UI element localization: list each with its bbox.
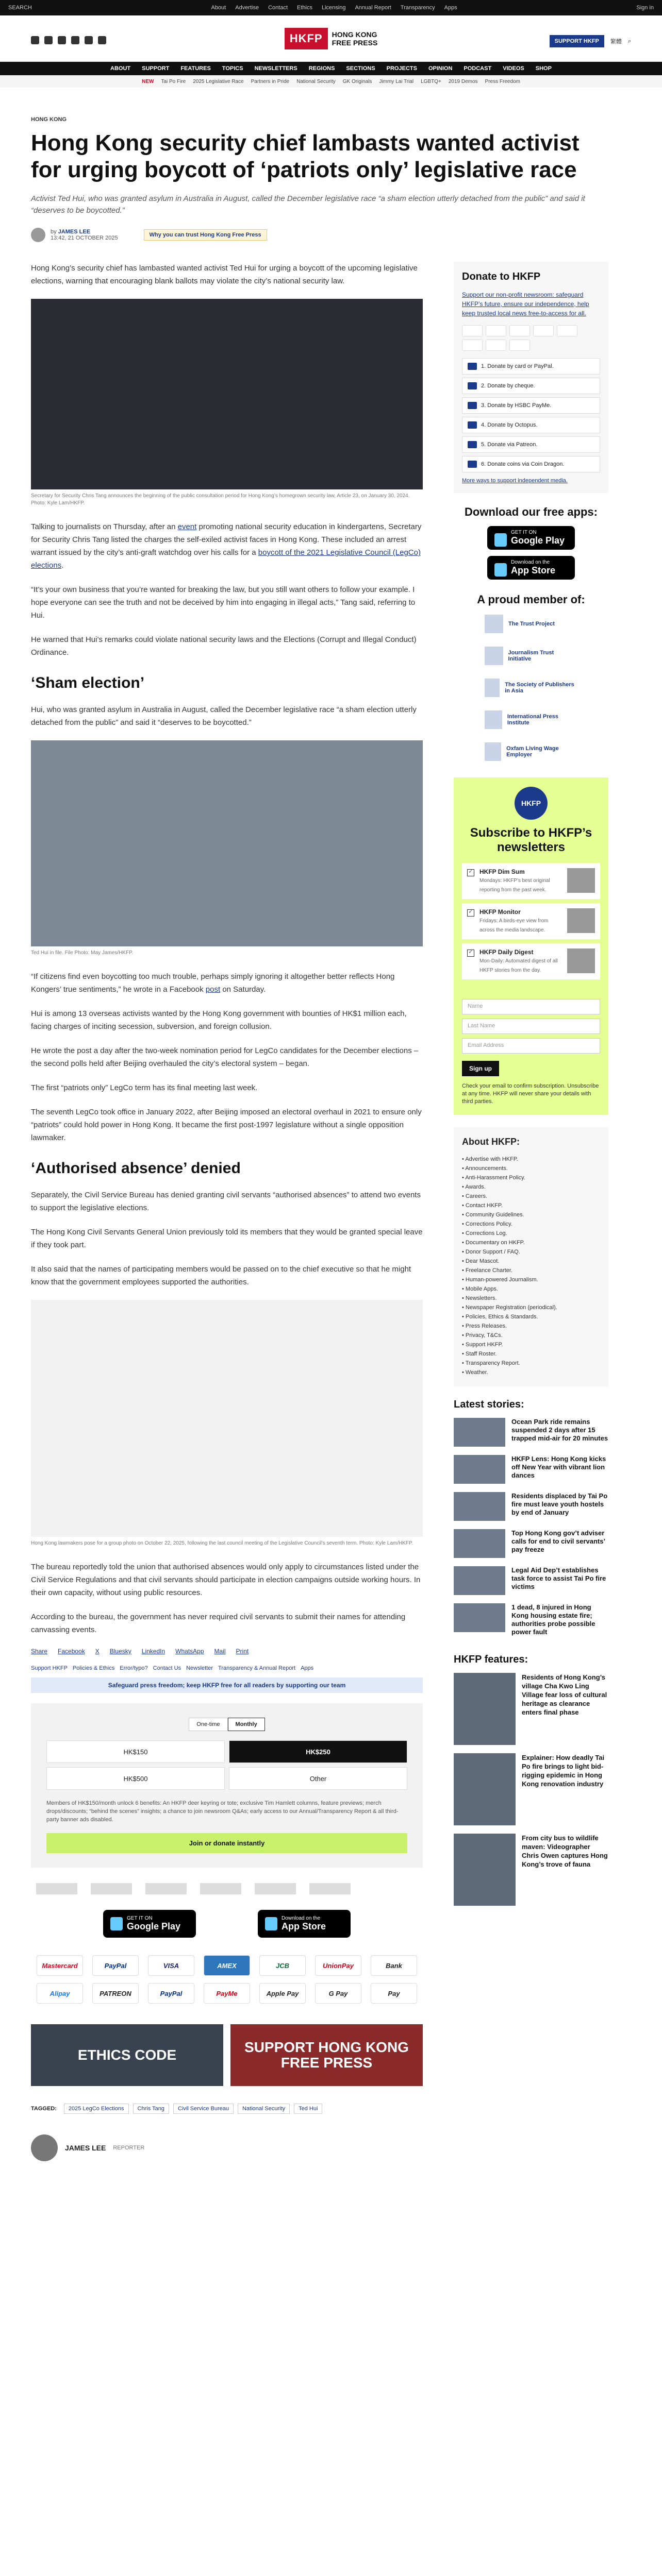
alipay-icon[interactable]: Alipay (37, 1983, 83, 2004)
share-print[interactable]: Print (236, 1648, 249, 1655)
threads-icon[interactable] (98, 36, 106, 44)
paragraph: The bureau reportedly told the union that authorised absences would only apply to circumstances listed under the Civil Service Regulations and that civil servants should participate in election campaigns outside working hours. In their own capacity, without using public resources. (31, 1563, 421, 1597)
paragraph: Talking to journalists on Thursday, after an event promoting national security education in kindergartens, Secretary for Security Chris Tang listed the charges the self-exiled activist faces in Hong Kong. These included an arrest warrant issued by the city’s anti-graft watchdog over his calls for a boycott of the 2021 Legislative Council (LegCo) elections. (31, 522, 422, 570)
amount-options (46, 1740, 407, 1790)
partner-logo[interactable] (309, 1883, 351, 1894)
app-badges (31, 1910, 423, 1938)
about-link[interactable]: • Careers. (462, 1192, 600, 1201)
story-title[interactable]: Ocean Park ride remains suspended 2 days after 15 trapped mid-air for 20 minutes (511, 1418, 608, 1442)
support-link[interactable]: Contact Us (153, 1665, 181, 1671)
unionpay-icon[interactable]: UnionPay (315, 1955, 361, 1976)
article-photo (31, 299, 423, 489)
about-link[interactable]: • Policies, Ethics & Standards. (462, 1312, 600, 1321)
about-link[interactable]: • Newsletters. (462, 1294, 600, 1303)
apps-heading: Download our free apps: (465, 505, 598, 518)
instagram-icon[interactable] (58, 36, 66, 44)
press-freedom-banner[interactable]: Safeguard press freedom; keep HKFP free for all readers by supporting our team (31, 1677, 423, 1693)
support-link[interactable]: Apps (301, 1665, 314, 1671)
about-link[interactable]: • Newspaper Registration (periodical). (462, 1303, 600, 1312)
feature-title[interactable]: Explainer: How deadly Tai Po fire brings to light bid-rigging epidemic in Hong Kong renovation industry (522, 1754, 605, 1788)
tag[interactable]: Civil Service Bureau (173, 2104, 234, 2114)
about-link[interactable]: • Corrections Log. (462, 1229, 600, 1238)
patreon-icon[interactable]: PATREON (92, 1983, 139, 2004)
visa-icon[interactable]: VISA (148, 1955, 194, 1976)
tags-label: TAGGED: (31, 2106, 57, 2112)
section-heading: ‘Sham election’ (31, 674, 145, 691)
app-store-badge[interactable]: Download on the App Store (487, 556, 575, 580)
latest-stories (454, 1399, 608, 1636)
newsletter-widget (454, 777, 608, 1115)
share-label: Share (31, 1648, 48, 1655)
paragraph: The Hong Kong Civil Servants General Union previously told its members that they would be granted special leave if they took part. (31, 1228, 423, 1249)
about-widget (454, 1127, 608, 1386)
about-link[interactable]: • Transparency Report. (462, 1359, 600, 1368)
search-icon[interactable]: ⌕ (627, 38, 631, 44)
site-logo[interactable] (285, 28, 378, 49)
article-photo (31, 740, 423, 946)
about-list (462, 1155, 600, 1377)
jcb-icon[interactable]: JCB (259, 1955, 306, 1976)
amount-option[interactable]: HK$250 (229, 1740, 407, 1763)
nav-item[interactable]: NEWSLETTERS (254, 65, 297, 72)
tag[interactable]: Chris Tang (133, 2104, 169, 2114)
donate-option[interactable]: 4. Donate by Octopus. (462, 417, 600, 433)
feature-item[interactable] (454, 1753, 608, 1825)
card-icon (557, 325, 577, 336)
feature-thumbnail[interactable] (454, 1834, 516, 1906)
support-hkfp-button[interactable]: SUPPORT HKFP (550, 35, 604, 47)
article-category[interactable]: HONG KONG (31, 116, 67, 123)
story-title[interactable]: Legal Aid Dep’t establishes task force to assist Tai Po fire victims (511, 1566, 606, 1590)
donate-option[interactable]: 3. Donate by HSBC PayMe. (462, 397, 600, 414)
byline (31, 228, 631, 242)
donate-option[interactable]: 2. Donate by cheque. (462, 378, 600, 394)
support-link[interactable]: Support HKFP (31, 1665, 68, 1671)
paragraph: According to the bureau, the government has never required civil servants to submit their names for attending canvassing events. (31, 1613, 406, 1634)
photo-caption: Ted Hui in file. File Photo: May James/HKFP. (31, 950, 134, 956)
member-logo[interactable]: Journalism Trust Initiative (485, 646, 577, 666)
about-link[interactable]: • Donor Support / FAQ. (462, 1247, 600, 1257)
publish-date: 13:42, 21 OCTOBER 2025 (51, 235, 118, 241)
nav-item[interactable]: SHOP (535, 65, 552, 72)
subnav-link[interactable]: GK Originals (342, 78, 372, 84)
amount-option[interactable]: Other (229, 1767, 407, 1790)
nav-item[interactable]: SECTIONS (346, 65, 375, 72)
newsletter-option[interactable]: ✓ HKFP Daily Digest Mon-Daily: Automated digest of all HKFP stories from the day. (462, 943, 600, 979)
story-title[interactable]: Top Hong Kong gov’t adviser calls for end to civil servants’ pay freeze (511, 1529, 605, 1553)
main-nav (0, 62, 662, 75)
story-title[interactable]: HKFP Lens: Hong Kong kicks off New Year with vibrant lion dances (511, 1455, 606, 1479)
story-item[interactable] (454, 1418, 608, 1447)
story-title[interactable]: 1 dead, 8 injured in Hong Kong housing estate fire; authorities probe possible power fault (511, 1603, 595, 1636)
about-link[interactable]: • Corrections Policy. (462, 1219, 600, 1229)
pay-icon[interactable]: Pay (371, 1983, 417, 2004)
more-ways-link[interactable]: More ways to support independent media. (462, 478, 568, 484)
subnav-link[interactable]: 2025 Legislative Race (193, 78, 244, 84)
subnav-link[interactable]: LGBTQ+ (421, 78, 441, 84)
about-link[interactable]: • Anti-Harassment Policy. (462, 1173, 600, 1182)
member-logos (454, 614, 608, 762)
paragraph: “It’s your own business that you’re wanted for breaking the law, but you still want others to follow your example. I hope everyone can see the truth and not be deceived by him into engaging in illegal acts,” Tang said, referring to Hui. (31, 585, 416, 620)
feature-thumbnail[interactable] (454, 1673, 516, 1745)
top-link[interactable]: Transparency (400, 5, 435, 11)
nav-item[interactable]: VIDEOS (503, 65, 524, 72)
share-x[interactable]: X (95, 1648, 100, 1655)
payme-icon[interactable]: PayMe (204, 1983, 250, 2004)
donate-option[interactable]: 1. Donate by card or PayPal. (462, 358, 600, 375)
x-icon[interactable] (44, 36, 53, 44)
top-link[interactable]: Advertise (235, 5, 259, 11)
story-thumbnail[interactable] (454, 1529, 505, 1558)
partner-logo[interactable] (255, 1883, 296, 1894)
share-whatsapp[interactable]: WhatsApp (175, 1648, 204, 1655)
feature-title[interactable]: Residents of Hong Kong’s village Cha Kwo Ling Village fear loss of cultural heritage as clearance enters final phase (522, 1673, 607, 1716)
partner-logo[interactable] (145, 1883, 187, 1894)
subnav-link[interactable]: National Security (296, 78, 336, 84)
story-thumbnail[interactable] (454, 1603, 505, 1632)
top-link[interactable]: Annual Report (355, 5, 391, 11)
search-link[interactable]: SEARCH (8, 5, 32, 11)
checkbox[interactable] (467, 950, 474, 957)
donate-option[interactable]: 5. Donate via Patreon. (462, 436, 600, 453)
card-icons (462, 325, 600, 351)
share-bluesky[interactable]: Bluesky (109, 1648, 131, 1655)
amount-option[interactable]: HK$500 (46, 1767, 225, 1790)
sign-in-link[interactable]: Sign in (636, 5, 654, 11)
donate-title: Donate to HKFP (462, 271, 541, 282)
top-link[interactable]: About (211, 5, 226, 11)
section-heading: ‘Authorised absence’ denied (31, 1160, 241, 1177)
story-thumbnail[interactable] (454, 1566, 505, 1595)
story-thumbnail[interactable] (454, 1455, 505, 1484)
checkbox[interactable] (467, 909, 474, 917)
member-logo[interactable]: The Society of Publishers in Asia (485, 677, 577, 698)
donate-option[interactable]: 6. Donate coins via Coin Dragon. (462, 456, 600, 472)
top-link[interactable]: Contact (268, 5, 288, 11)
support-link[interactable]: Newsletter (186, 1665, 213, 1671)
paragraph: “If citizens find even boycotting too much trouble, perhaps simply ignoring it altogether better reflects Hong Kongers’ true sentiments,” he wrote in a Facebook post on Saturday. (31, 972, 395, 994)
share-bar (31, 1648, 423, 1655)
support-link[interactable]: Error/typo? (120, 1665, 148, 1671)
paragraph: Hong Kong’s security chief has lambasted wanted activist Ted Hui for urging a boycott of the upcoming legislative elections, warning that encouraging blank ballots may violate the city’s national security law. (31, 264, 418, 285)
nav-item[interactable]: PROJECTS (386, 65, 417, 72)
partner-logo[interactable] (36, 1883, 77, 1894)
header-actions (550, 35, 631, 47)
newsletter-note: Check your email to confirm subscription. Unsubscribe at any time. HKFP will never share your details with third parties. (462, 1083, 599, 1105)
about-link[interactable]: • Announcements. (462, 1164, 600, 1173)
email-field[interactable]: Email Address (462, 1038, 600, 1054)
support-link[interactable]: Transparency & Annual Report (218, 1665, 296, 1671)
about-link[interactable]: • Freelance Charter. (462, 1266, 600, 1275)
paragraph: Separately, the Civil Service Bureau has denied granting civil servants “authorised absences” to attend two events to support the legislative elections. (31, 1191, 421, 1212)
newsletter-title: Subscribe to HKFP’s newsletters (470, 826, 592, 854)
member-logo[interactable]: International Press Institute (485, 709, 577, 730)
author-name[interactable]: JAMES LEE (58, 229, 91, 235)
about-link[interactable]: • Contact HKFP. (462, 1201, 600, 1210)
youtube-icon[interactable] (71, 36, 79, 44)
about-link[interactable]: • Community Guidelines. (462, 1210, 600, 1219)
boycott-link[interactable]: boycott of the 2021 Legislative Council (LegCo) elections (31, 548, 421, 570)
support-hkfp-banner[interactable]: SUPPORT HONG KONG FREE PRESS (230, 2024, 423, 2086)
tag-list (31, 2104, 423, 2114)
hkfp-badge: HKFP (515, 787, 548, 820)
promo-banners (31, 2024, 423, 2086)
story-thumbnail[interactable] (454, 1418, 505, 1447)
paypal-icon[interactable]: PayPal (92, 1955, 139, 1976)
sign-up-button[interactable]: Sign up (462, 1061, 499, 1076)
nav-item[interactable]: TOPICS (222, 65, 243, 72)
last-name-field[interactable]: Last Name (462, 1019, 600, 1034)
top-bar (0, 0, 662, 15)
donate-intro: Support our non-profit newsroom: safeguard HKFP’s future, ensure our independence, help keep trusted local news free-to-access for all. (462, 291, 589, 317)
feature-thumbnail[interactable] (454, 1753, 516, 1825)
about-link[interactable]: • Dear Mascot. (462, 1257, 600, 1266)
nav-item[interactable]: ABOUT (110, 65, 131, 72)
join-button[interactable]: Join or donate instantly (46, 1833, 407, 1853)
about-link[interactable]: • Documentary on HKFP. (462, 1238, 600, 1247)
payment-methods (31, 1955, 423, 2004)
support-links (31, 1665, 423, 1671)
ethics-code-banner[interactable]: ETHICS CODE (31, 2024, 223, 2086)
card-icon (462, 340, 483, 351)
nav-item[interactable]: OPINION (428, 65, 453, 72)
top-link[interactable]: Apps (444, 5, 457, 11)
by-label: by (51, 229, 57, 235)
article-title: Hong Kong security chief lambasts wanted activist for urging boycott of ‘patriots only’ legislative race (31, 130, 580, 182)
new-badge: NEW (142, 78, 154, 84)
author-avatar[interactable] (31, 2134, 58, 2161)
features (454, 1654, 608, 1906)
subnav-link[interactable]: Tai Po Fire (161, 78, 186, 84)
about-title: About HKFP: (462, 1137, 520, 1147)
site-header (0, 15, 662, 62)
nav-item[interactable]: FEATURES (180, 65, 211, 72)
logo-mark: HKFP (285, 28, 328, 49)
features-title: HKFP features: (454, 1654, 528, 1665)
sidebar (454, 262, 608, 2161)
story-item[interactable] (454, 1455, 608, 1484)
paragraph: Hui, who was granted asylum in Australia in August, called the December legislative race “a sham election utterly detached from the public” and said it “deserves to be boycotted.” (31, 705, 417, 727)
one-time-tab[interactable]: One-time (189, 1718, 227, 1731)
article-excerpt: Activist Ted Hui, who was granted asylum in Australia in August, called the December legislative race “a sham election utterly detached from the public” and said it “deserves to be boycotted.” (31, 194, 585, 215)
newsletter-option[interactable]: ✓ HKFP Dim Sum Mondays: HKFP’s best original reporting from the past week. (462, 863, 600, 899)
partner-logo[interactable] (91, 1883, 132, 1894)
membership-note: Members of HK$150/month unlock 6 benefits: An HKFP deer keyring or tote; exclusive Tim Hamlett columns, feature previews; merch drops/discounts; “behind the scenes” insights; a chance to join newsroom Q&As; early access to our Annual/Transparency Report & all third-party banner ads disabled. (46, 1800, 399, 1823)
member-logo[interactable]: The Trust Project (485, 614, 577, 634)
tag[interactable]: 2025 LegCo Elections (64, 2104, 129, 2114)
article-body (31, 262, 423, 2161)
story-thumbnail[interactable] (454, 1492, 505, 1521)
article-photo (31, 1300, 423, 1537)
paragraph: The first “patriots only” LegCo term has its final meeting last week. (31, 1083, 258, 1092)
social-icons (31, 36, 106, 44)
monthly-tab[interactable]: Monthly (228, 1718, 265, 1731)
page-wrap (31, 116, 631, 2161)
sub-nav (0, 75, 662, 88)
donation-frequency-toggle (46, 1718, 407, 1731)
subnav-link[interactable]: 2019 Demos (448, 78, 478, 84)
card-icon (509, 325, 530, 336)
story-item[interactable] (454, 1603, 608, 1636)
logo-text: HONG KONG FREE PRESS (332, 30, 378, 47)
donate-box (31, 1703, 423, 1868)
share-linkedin[interactable]: LinkedIn (141, 1648, 166, 1655)
content (31, 262, 631, 2161)
partner-logos (31, 1883, 423, 1894)
about-link[interactable]: • Mobile Apps. (462, 1284, 600, 1294)
newsletter-option[interactable]: ✓ HKFP Monitor Fridays: A birds-eye view from across the media landscape. (462, 903, 600, 939)
support-link[interactable]: Policies & Ethics (72, 1665, 115, 1671)
story-title[interactable]: Residents displaced by Tai Po fire must leave youth hostels by end of January (511, 1492, 608, 1516)
tag[interactable]: National Security (238, 2104, 290, 2114)
member-heading: A proud member of: (477, 593, 585, 606)
feature-item[interactable] (454, 1673, 608, 1745)
facebook-icon[interactable] (31, 36, 39, 44)
about-link[interactable]: • Support HKFP. (462, 1340, 600, 1349)
about-link[interactable]: • Press Releases. (462, 1321, 600, 1331)
google-play-badge[interactable]: GET IT ON Google Play (103, 1910, 196, 1938)
latest-title: Latest stories: (454, 1399, 524, 1410)
amex-icon[interactable]: AMEX (204, 1955, 250, 1976)
tag[interactable]: Ted Hui (294, 2104, 322, 2114)
about-link[interactable]: • Advertise with HKFP. (462, 1155, 600, 1164)
linkedin-icon[interactable] (85, 36, 93, 44)
paypal-icon[interactable]: PayPal (148, 1983, 194, 2004)
top-link[interactable]: Licensing (321, 5, 346, 11)
apple-pay-icon[interactable]: Apple Pay (259, 1983, 306, 2004)
about-link[interactable]: • Privacy, T&Cs. (462, 1331, 600, 1340)
card-icon (533, 325, 554, 336)
paragraph: The seventh LegCo took office in January 2022, after Beijing imposed an electoral overhaul in 2021 to ensure only “patriots” could hold power in Hong Kong. It became the first post-1997 legislature without a single opposition lawmaker. (31, 1108, 422, 1142)
card-icon (509, 340, 530, 351)
author-box (31, 2134, 423, 2161)
amount-option[interactable]: HK$150 (46, 1740, 225, 1763)
checkbox[interactable] (467, 869, 474, 876)
card-icon (486, 325, 506, 336)
nav-item[interactable]: REGIONS (308, 65, 335, 72)
share-facebook[interactable]: Facebook (58, 1648, 85, 1655)
about-link[interactable]: • Awards. (462, 1182, 600, 1192)
photo-caption: Secretary for Security Chris Tang announces the beginning of the public consultation period for Hong Kong’s homegrown security law, Article 23, on January 30, 2024. Photo: Kyle Lam/HKFP. (31, 493, 410, 506)
author-avatar[interactable] (31, 228, 45, 242)
nav-item[interactable]: PODCAST (464, 65, 492, 72)
about-link[interactable]: • Weather. (462, 1368, 600, 1377)
subnav-link[interactable]: Press Freedom (485, 78, 520, 84)
story-item[interactable] (454, 1492, 608, 1521)
about-link[interactable]: • Human-powered Journalism. (462, 1275, 600, 1284)
card-icon (486, 340, 506, 351)
facebook-post-link[interactable]: post (205, 985, 221, 994)
paragraph: It also said that the names of participating members would be passed on to the chief executive so that he might know that the government employees supported the authorities. (31, 1265, 411, 1286)
app-store-badge[interactable]: Download on the App Store (258, 1910, 351, 1938)
paragraph: He warned that Hui’s remarks could violate national security laws and the Elections (Corrupt and Illegal Conduct) Ordinance. (31, 635, 417, 657)
event-link[interactable]: event (177, 522, 197, 531)
partner-logo[interactable] (200, 1883, 241, 1894)
story-item[interactable] (454, 1529, 608, 1558)
language-toggle[interactable]: 繁體 (610, 39, 622, 45)
paragraph: Hui is among 13 overseas activists wanted by the Hong Kong government with bounties of HK$1 million each, facing charges of inciting secession, subversion, and foreign collusion. (31, 1009, 407, 1031)
trust-link[interactable]: Why you can trust Hong Kong Free Press (144, 229, 267, 241)
about-link[interactable]: • Staff Roster. (462, 1349, 600, 1359)
member-logo[interactable]: Oxfam Living Wage Employer (485, 741, 577, 762)
mastercard-icon[interactable]: Mastercard (37, 1955, 83, 1976)
google-pay-icon[interactable]: G Pay (315, 1983, 361, 2004)
name-field[interactable]: Name (462, 999, 600, 1014)
top-link[interactable]: Ethics (297, 5, 312, 11)
subnav-link[interactable]: Jimmy Lai Trial (379, 78, 414, 84)
subnav-link[interactable]: Partners in Pride (251, 78, 290, 84)
donate-widget (454, 262, 608, 493)
share-mail[interactable]: Mail (214, 1648, 226, 1655)
card-icon (462, 325, 483, 336)
feature-item[interactable] (454, 1834, 608, 1906)
author-role: REPORTER (113, 2145, 145, 2151)
story-item[interactable] (454, 1566, 608, 1595)
author-name[interactable]: JAMES LEE (65, 2144, 106, 2152)
paragraph: He wrote the post a day after the two-week nomination period for LegCo candidates for the December elections – the second polls held after Beijing overhauled the city’s electoral system – began. (31, 1046, 419, 1068)
bank-icon[interactable]: Bank (371, 1955, 417, 1976)
feature-title[interactable]: From city bus to wildlife maven: Videographer Chris Owen captures Hong Kong’s trove of fauna (522, 1834, 608, 1868)
photo-caption: Hong Kong lawmakers pose for a group photo on October 22, 2025, following the last council meeting of the Legislative Council’s seventh term. Photo: Kyle Lam/HKFP. (31, 1540, 413, 1546)
google-play-badge[interactable]: GET IT ON Google Play (487, 526, 575, 550)
nav-item[interactable]: SUPPORT (142, 65, 170, 72)
